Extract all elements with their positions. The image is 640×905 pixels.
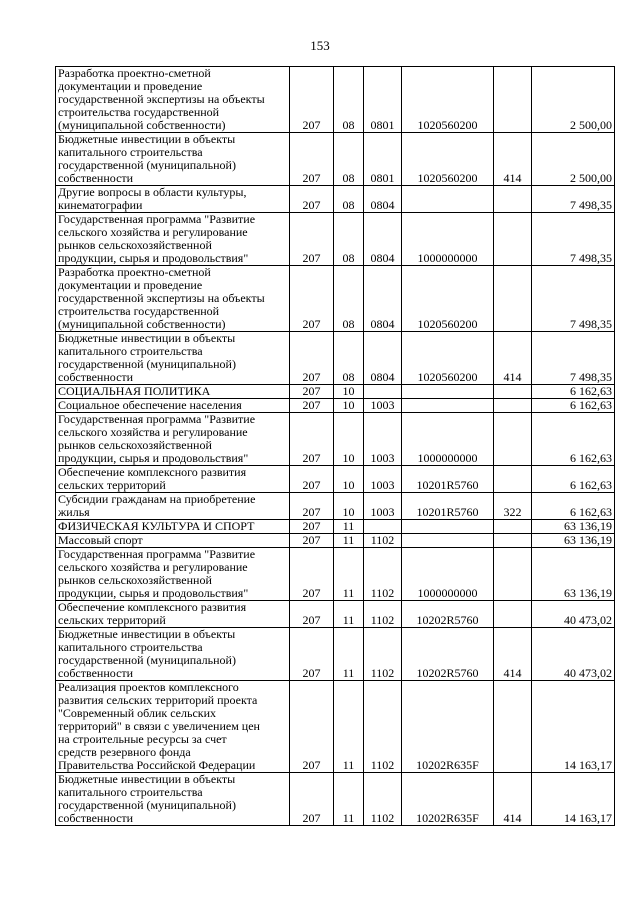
table-row bbox=[56, 534, 615, 548]
ministry-cell: 207 bbox=[290, 534, 334, 548]
amount-cell: 14 163,17 bbox=[532, 681, 615, 773]
ministry-cell: 207 bbox=[290, 332, 334, 385]
row-name-cell bbox=[56, 385, 290, 399]
amount-cell: 40 473,02 bbox=[532, 628, 615, 681]
row-name-cell bbox=[56, 548, 290, 601]
row-name-line: капитального строительства bbox=[58, 145, 203, 159]
expense-type-cell bbox=[494, 413, 532, 466]
row-name-line: Другие вопросы в области культуры, bbox=[58, 185, 247, 199]
subsection-cell: 1102 bbox=[364, 534, 402, 548]
target-article-cell: 1020560200 bbox=[402, 332, 494, 385]
row-name-line: Государственная программа "Развитие bbox=[58, 412, 256, 426]
table-row bbox=[56, 133, 615, 186]
ministry-cell: 207 bbox=[290, 399, 334, 413]
subsection-cell: 0801 bbox=[364, 133, 402, 186]
row-name-line: Социальное обеспечение населения bbox=[58, 398, 242, 412]
table-row bbox=[56, 413, 615, 466]
row-name-line: капитального строительства bbox=[58, 640, 203, 654]
row-name-line: государственной экспертизы на объекты bbox=[58, 291, 265, 305]
amount-cell: 6 162,63 bbox=[532, 385, 615, 399]
amount-cell: 14 163,17 bbox=[532, 773, 615, 826]
row-name-cell bbox=[56, 773, 290, 826]
row-name-line: сельских территорий bbox=[58, 613, 166, 627]
row-name-cell bbox=[56, 493, 290, 520]
target-article-cell: 10201R5760 bbox=[402, 466, 494, 493]
expense-type-cell bbox=[494, 266, 532, 332]
row-name-line: государственной (муниципальной) bbox=[58, 357, 236, 371]
row-name-cell bbox=[56, 466, 290, 493]
section-cell: 08 bbox=[334, 213, 364, 266]
ministry-cell: 207 bbox=[290, 773, 334, 826]
row-name-line: строительства государственной bbox=[58, 105, 220, 119]
section-cell: 11 bbox=[334, 628, 364, 681]
target-article-cell: 10202R635F bbox=[402, 773, 494, 826]
table-row bbox=[56, 213, 615, 266]
subsection-cell: 1102 bbox=[364, 548, 402, 601]
expense-type-cell bbox=[494, 534, 532, 548]
row-name-cell bbox=[56, 186, 290, 213]
ministry-cell: 207 bbox=[290, 628, 334, 681]
amount-cell: 63 136,19 bbox=[532, 520, 615, 534]
subsection-cell: 0801 bbox=[364, 67, 402, 133]
amount-cell: 6 162,63 bbox=[532, 493, 615, 520]
subsection-cell: 1003 bbox=[364, 493, 402, 520]
expense-type-cell bbox=[494, 67, 532, 133]
expense-type-cell bbox=[494, 601, 532, 628]
expense-type-cell bbox=[494, 681, 532, 773]
table-row bbox=[56, 385, 615, 399]
row-name-line: собственности bbox=[58, 811, 134, 825]
expense-type-cell: 414 bbox=[494, 332, 532, 385]
row-name-line: документации и проведение bbox=[58, 79, 203, 93]
row-name-line: на строительные ресурсы за счет bbox=[58, 732, 227, 746]
ministry-cell: 207 bbox=[290, 601, 334, 628]
section-cell: 08 bbox=[334, 67, 364, 133]
target-article-cell: 10202R5760 bbox=[402, 601, 494, 628]
row-name-line: капитального строительства bbox=[58, 344, 203, 358]
row-name-line: рынков сельскохозяйственной bbox=[58, 238, 212, 252]
amount-cell: 7 498,35 bbox=[532, 213, 615, 266]
row-name-cell bbox=[56, 681, 290, 773]
target-article-cell: 1020560200 bbox=[402, 67, 494, 133]
row-name-line: собственности bbox=[58, 666, 134, 680]
target-article-cell: 10202R635F bbox=[402, 681, 494, 773]
target-article-cell bbox=[402, 186, 494, 213]
row-name-line: Бюджетные инвестиции в объекты bbox=[58, 772, 236, 786]
ministry-cell: 207 bbox=[290, 548, 334, 601]
amount-cell: 2 500,00 bbox=[532, 67, 615, 133]
subsection-cell: 1003 bbox=[364, 399, 402, 413]
expense-type-cell bbox=[494, 548, 532, 601]
amount-cell: 63 136,19 bbox=[532, 548, 615, 601]
table-row bbox=[56, 493, 615, 520]
expense-type-cell: 414 bbox=[494, 133, 532, 186]
row-name-cell bbox=[56, 413, 290, 466]
section-cell: 08 bbox=[334, 186, 364, 213]
subsection-cell: 0804 bbox=[364, 186, 402, 213]
amount-cell: 7 498,35 bbox=[532, 266, 615, 332]
subsection-cell: 1003 bbox=[364, 413, 402, 466]
row-name-cell bbox=[56, 266, 290, 332]
amount-cell: 7 498,35 bbox=[532, 186, 615, 213]
row-name-line: государственной (муниципальной) bbox=[58, 158, 236, 172]
amount-cell: 2 500,00 bbox=[532, 133, 615, 186]
budget-table bbox=[55, 66, 615, 826]
row-name-line: развития сельских территорий проекта bbox=[58, 693, 258, 707]
target-article-cell: 1000000000 bbox=[402, 413, 494, 466]
subsection-cell: 1102 bbox=[364, 601, 402, 628]
row-name-line: территорий" в связи с увеличением цен bbox=[58, 719, 260, 733]
ministry-cell: 207 bbox=[290, 520, 334, 534]
row-name-line: рынков сельскохозяйственной bbox=[58, 438, 212, 452]
row-name-line: сельских территорий bbox=[58, 478, 166, 492]
row-name-line: строительства государственной bbox=[58, 304, 220, 318]
table-row bbox=[56, 466, 615, 493]
expense-type-cell bbox=[494, 466, 532, 493]
row-name-line: (муниципальной собственности) bbox=[58, 118, 226, 132]
table-body bbox=[56, 67, 615, 826]
section-cell: 11 bbox=[334, 520, 364, 534]
row-name-line: собственности bbox=[58, 171, 134, 185]
amount-cell: 40 473,02 bbox=[532, 601, 615, 628]
row-name-cell bbox=[56, 67, 290, 133]
row-name-line: собственности bbox=[58, 370, 134, 384]
subsection-cell bbox=[364, 385, 402, 399]
section-cell: 10 bbox=[334, 466, 364, 493]
table-row bbox=[56, 67, 615, 133]
row-name-cell bbox=[56, 399, 290, 413]
section-cell: 10 bbox=[334, 493, 364, 520]
row-name-line: сельского хозяйства и регулирование bbox=[58, 225, 248, 239]
row-name-line: продукции, сырья и продовольствия" bbox=[58, 586, 249, 600]
table-row bbox=[56, 332, 615, 385]
subsection-cell bbox=[364, 520, 402, 534]
ministry-cell: 207 bbox=[290, 67, 334, 133]
row-name-cell bbox=[56, 133, 290, 186]
row-name-line: Разработка проектно-сметной bbox=[58, 66, 211, 80]
amount-cell: 6 162,63 bbox=[532, 399, 615, 413]
row-name-line: Реализация проектов комплексного bbox=[58, 680, 239, 694]
expense-type-cell bbox=[494, 399, 532, 413]
row-name-line: продукции, сырья и продовольствия" bbox=[58, 251, 249, 265]
expense-type-cell: 322 bbox=[494, 493, 532, 520]
row-name-cell bbox=[56, 520, 290, 534]
subsection-cell: 1102 bbox=[364, 681, 402, 773]
row-name-line: сельского хозяйства и регулирование bbox=[58, 425, 248, 439]
expense-type-cell bbox=[494, 385, 532, 399]
table-row bbox=[56, 681, 615, 773]
row-name-line: жилья bbox=[58, 505, 90, 519]
subsection-cell: 0804 bbox=[364, 213, 402, 266]
section-cell: 11 bbox=[334, 773, 364, 826]
target-article-cell bbox=[402, 534, 494, 548]
subsection-cell: 1102 bbox=[364, 628, 402, 681]
row-name-line: Обеспечение комплексного развития bbox=[58, 465, 247, 479]
row-name-line: Разработка проектно-сметной bbox=[58, 265, 211, 279]
table-row bbox=[56, 266, 615, 332]
row-name-line: Бюджетные инвестиции в объекты bbox=[58, 132, 236, 146]
ministry-cell: 207 bbox=[290, 413, 334, 466]
section-cell: 11 bbox=[334, 548, 364, 601]
row-name-line: Государственная программа "Развитие bbox=[58, 547, 256, 561]
section-cell: 08 bbox=[334, 266, 364, 332]
target-article-cell: 1020560200 bbox=[402, 133, 494, 186]
row-name-cell bbox=[56, 534, 290, 548]
table-row bbox=[56, 773, 615, 826]
target-article-cell: 1000000000 bbox=[402, 548, 494, 601]
table-row bbox=[56, 628, 615, 681]
row-name-line: средств резервного фонда bbox=[58, 745, 191, 759]
table-row bbox=[56, 186, 615, 213]
subsection-cell: 1102 bbox=[364, 773, 402, 826]
table-row bbox=[56, 548, 615, 601]
section-cell: 08 bbox=[334, 133, 364, 186]
row-name-cell bbox=[56, 213, 290, 266]
table-row bbox=[56, 601, 615, 628]
row-name-cell bbox=[56, 628, 290, 681]
row-name-line: Правительства Российской Федерации bbox=[58, 758, 256, 772]
target-article-cell bbox=[402, 520, 494, 534]
row-name-line: СОЦИАЛЬНАЯ ПОЛИТИКА bbox=[58, 384, 211, 398]
ministry-cell: 207 bbox=[290, 385, 334, 399]
amount-cell: 7 498,35 bbox=[532, 332, 615, 385]
section-cell: 10 bbox=[334, 399, 364, 413]
target-article-cell: 1000000000 bbox=[402, 213, 494, 266]
ministry-cell: 207 bbox=[290, 493, 334, 520]
ministry-cell: 207 bbox=[290, 466, 334, 493]
subsection-cell: 1003 bbox=[364, 466, 402, 493]
ministry-cell: 207 bbox=[290, 681, 334, 773]
expense-type-cell: 414 bbox=[494, 628, 532, 681]
row-name-line: сельского хозяйства и регулирование bbox=[58, 560, 248, 574]
ministry-cell: 207 bbox=[290, 133, 334, 186]
table-row bbox=[56, 399, 615, 413]
row-name-line: Обеспечение комплексного развития bbox=[58, 600, 247, 614]
row-name-line: документации и проведение bbox=[58, 278, 203, 292]
amount-cell: 63 136,19 bbox=[532, 534, 615, 548]
subsection-cell: 0804 bbox=[364, 266, 402, 332]
target-article-cell: 10202R5760 bbox=[402, 628, 494, 681]
row-name-cell bbox=[56, 601, 290, 628]
row-name-line: Бюджетные инвестиции в объекты bbox=[58, 627, 236, 641]
expense-type-cell bbox=[494, 213, 532, 266]
ministry-cell: 207 bbox=[290, 266, 334, 332]
expense-type-cell bbox=[494, 186, 532, 213]
row-name-cell bbox=[56, 332, 290, 385]
section-cell: 10 bbox=[334, 385, 364, 399]
section-cell: 10 bbox=[334, 413, 364, 466]
row-name-line: "Современный облик сельских bbox=[58, 706, 217, 720]
row-name-line: кинематографии bbox=[58, 198, 143, 212]
expense-type-cell bbox=[494, 520, 532, 534]
row-name-line: Субсидии гражданам на приобретение bbox=[58, 492, 256, 506]
row-name-line: капитального строительства bbox=[58, 785, 203, 799]
ministry-cell: 207 bbox=[290, 213, 334, 266]
row-name-line: государственной (муниципальной) bbox=[58, 798, 236, 812]
amount-cell: 6 162,63 bbox=[532, 466, 615, 493]
row-name-line: рынков сельскохозяйственной bbox=[58, 573, 212, 587]
target-article-cell bbox=[402, 385, 494, 399]
target-article-cell bbox=[402, 399, 494, 413]
row-name-line: продукции, сырья и продовольствия" bbox=[58, 451, 249, 465]
expense-type-cell: 414 bbox=[494, 773, 532, 826]
row-name-line: ФИЗИЧЕСКАЯ КУЛЬТУРА И СПОРТ bbox=[58, 519, 255, 533]
target-article-cell: 1020560200 bbox=[402, 266, 494, 332]
section-cell: 11 bbox=[334, 534, 364, 548]
row-name-line: государственной экспертизы на объекты bbox=[58, 92, 265, 106]
target-article-cell: 10201R5760 bbox=[402, 493, 494, 520]
ministry-cell: 207 bbox=[290, 186, 334, 213]
section-cell: 11 bbox=[334, 601, 364, 628]
amount-cell: 6 162,63 bbox=[532, 413, 615, 466]
row-name-line: государственной (муниципальной) bbox=[58, 653, 236, 667]
section-cell: 11 bbox=[334, 681, 364, 773]
row-name-line: Массовый спорт bbox=[58, 533, 143, 547]
page-number: 153 bbox=[310, 38, 330, 53]
subsection-cell: 0804 bbox=[364, 332, 402, 385]
row-name-line: Государственная программа "Развитие bbox=[58, 212, 256, 226]
row-name-line: Бюджетные инвестиции в объекты bbox=[58, 331, 236, 345]
table-row bbox=[56, 520, 615, 534]
row-name-line: (муниципальной собственности) bbox=[58, 317, 226, 331]
section-cell: 08 bbox=[334, 332, 364, 385]
